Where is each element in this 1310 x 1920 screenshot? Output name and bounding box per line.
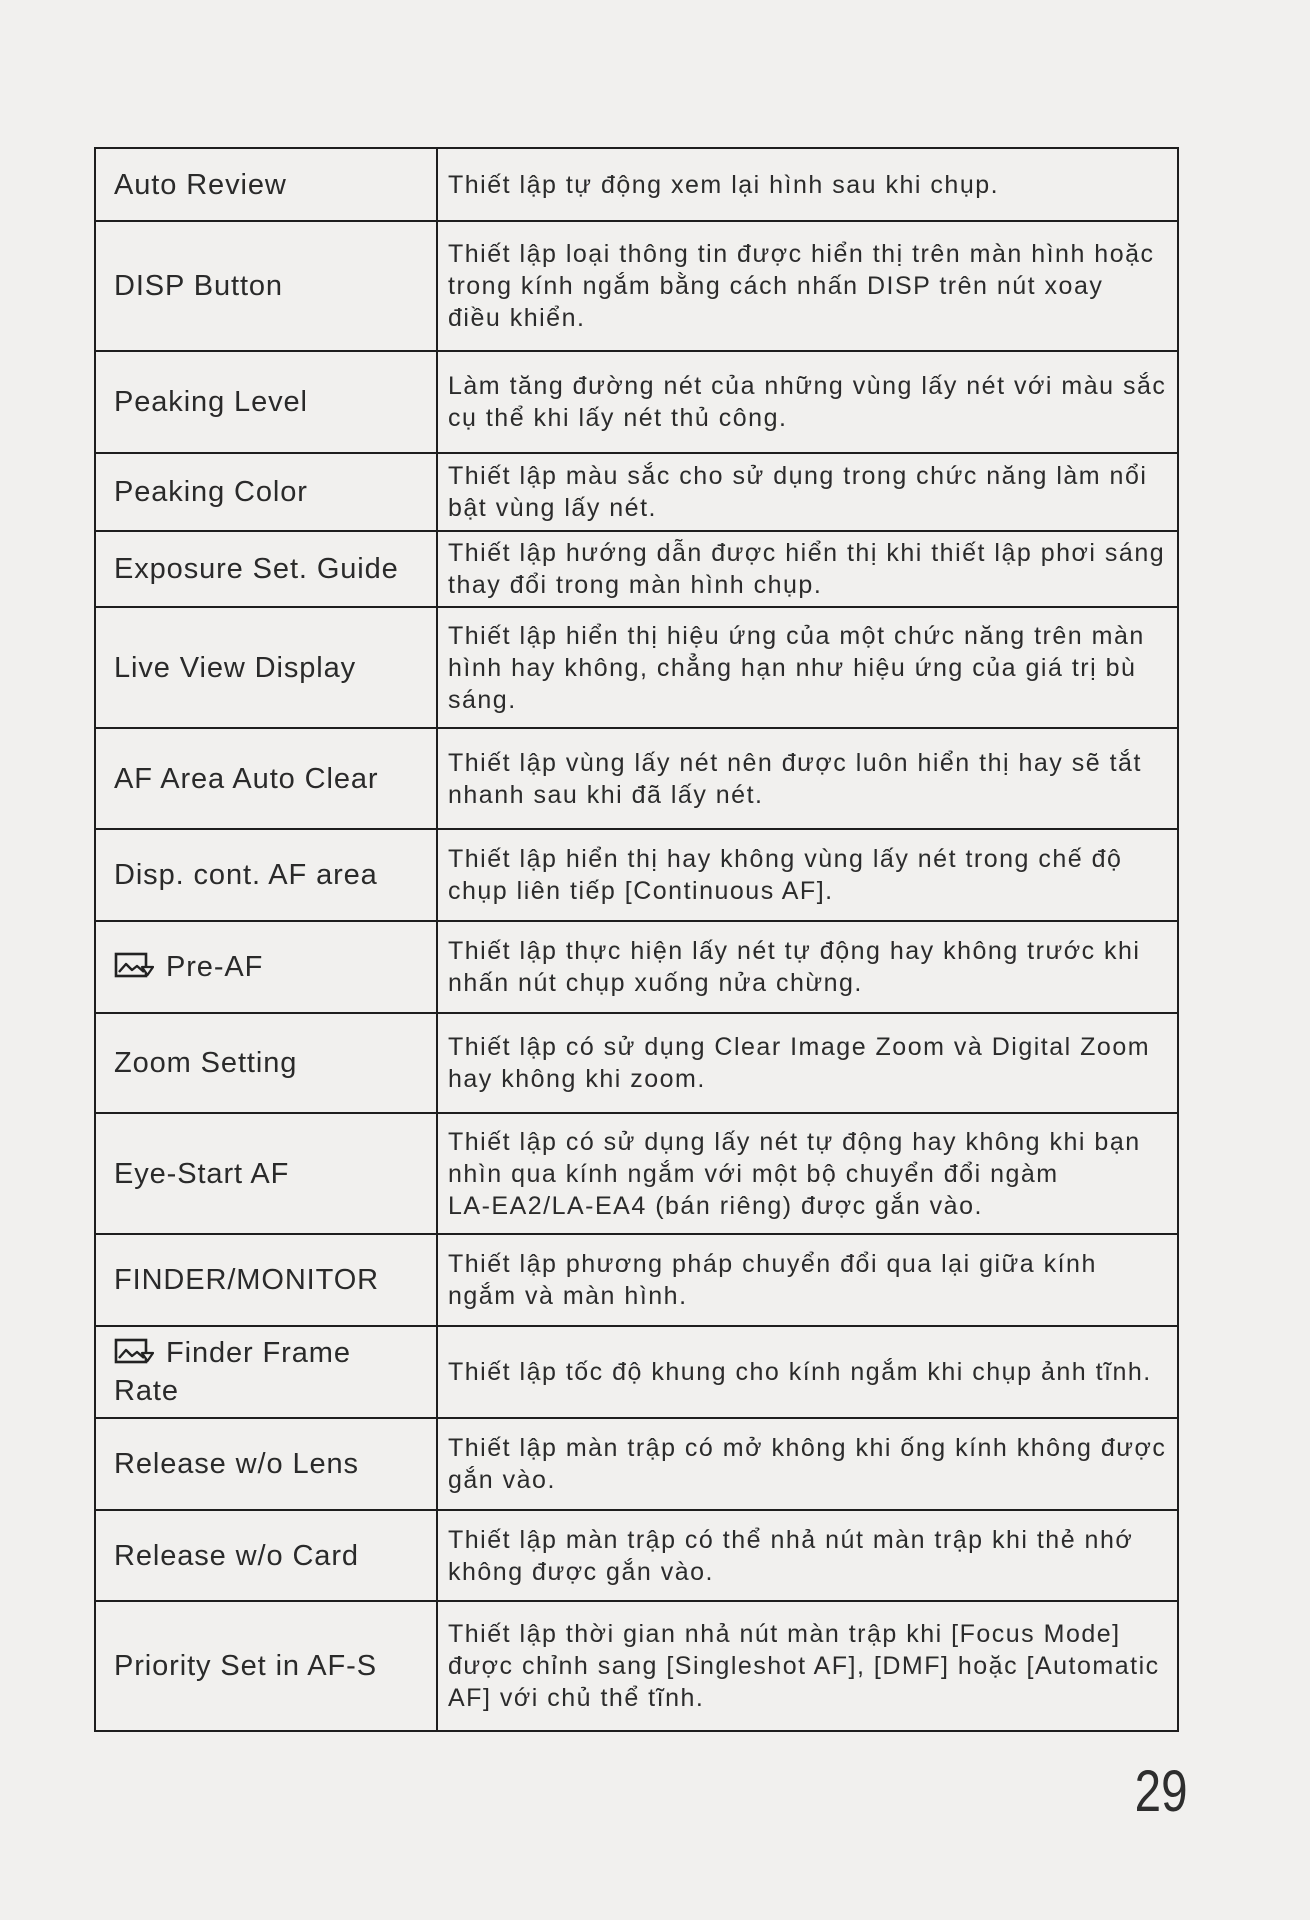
setting-label-pre-af (96, 922, 436, 1012)
setting-label-peaking-color: Peaking Color (96, 454, 436, 530)
setting-desc-release-wo-lens: Thiết lập màn trập có mở không khi ống kính không được gắn vào. (438, 1419, 1177, 1509)
setting-desc-exposure-set-guide: Thiết lập hướng dẫn được hiển thị khi thiết lập phơi sáng thay đổi trong màn hình chụp. (438, 532, 1177, 606)
setting-desc-live-view-display: Thiết lập hiển thị hiệu ứng của một chức năng trên màn hình hay không, chẳng hạn như hiệu ứng của giá trị bù sáng. (438, 608, 1177, 727)
setting-desc-auto-review: Thiết lập tự động xem lại hình sau khi chụp. (438, 149, 1177, 220)
label-wrap (114, 948, 263, 986)
setting-desc-finder-frame-rate: Thiết lập tốc độ khung cho kính ngắm khi chụp ảnh tĩnh. (438, 1327, 1177, 1417)
setting-label-finder-monitor: FINDER/MONITOR (96, 1235, 436, 1325)
setting-label-disp-button: DISP Button (96, 222, 436, 350)
setting-label-auto-review: Auto Review (96, 149, 436, 220)
label-wrap (114, 1334, 376, 1410)
setting-desc-peaking-level: Làm tăng đường nét của những vùng lấy nét với màu sắc cụ thể khi lấy nét thủ công. (438, 352, 1177, 452)
setting-desc-priority-set-in-af-s: Thiết lập thời gian nhả nút màn trập khi [Focus Mode] được chỉnh sang [Singleshot AF], [DMF] hoặc [Automatic AF] với chủ thể tĩnh. (438, 1602, 1177, 1730)
setting-label-live-view-display: Live View Display (96, 608, 436, 727)
setting-label-zoom-setting: Zoom Setting (96, 1014, 436, 1112)
setting-label-text: Pre-AF (166, 951, 264, 983)
setting-label-finder-frame-rate (96, 1327, 436, 1417)
setting-label-priority-set-in-af-s: Priority Set in AF-S (96, 1602, 436, 1730)
setting-label-release-wo-lens: Release w/o Lens (96, 1419, 436, 1509)
setting-desc-pre-af: Thiết lập thực hiện lấy nét tự động hay không trước khi nhấn nút chụp xuống nửa chừng. (438, 922, 1177, 1012)
setting-label-release-wo-card: Release w/o Card (96, 1511, 436, 1600)
setting-label-text: Finder Frame Rate (114, 1337, 351, 1407)
page-number: 29 (1135, 1759, 1188, 1824)
setting-desc-peaking-color: Thiết lập màu sắc cho sử dụng trong chức năng làm nổi bật vùng lấy nét. (438, 454, 1177, 530)
setting-label-peaking-level: Peaking Level (96, 352, 436, 452)
setting-desc-release-wo-card: Thiết lập màn trập có thể nhả nút màn trập khi thẻ nhớ không được gắn vào. (438, 1511, 1177, 1600)
setting-desc-finder-monitor: Thiết lập phương pháp chuyển đổi qua lại giữa kính ngắm và màn hình. (438, 1235, 1177, 1325)
setting-desc-eye-start-af: Thiết lập có sử dụng lấy nét tự động hay không khi bạn nhìn qua kính ngắm với một bộ chuyển đổi ngàm LA-EA2/LA-EA4 (bán riêng) được gắn vào. (438, 1114, 1177, 1233)
still-image-icon (114, 1337, 154, 1367)
setting-label-af-area-auto-clear: AF Area Auto Clear (96, 729, 436, 828)
setting-label-eye-start-af: Eye-Start AF (96, 1114, 436, 1233)
setting-desc-disp-cont-af-area: Thiết lập hiển thị hay không vùng lấy nét trong chế độ chụp liên tiếp [Continuous AF]. (438, 830, 1177, 920)
setting-desc-zoom-setting: Thiết lập có sử dụng Clear Image Zoom và Digital Zoom hay không khi zoom. (438, 1014, 1177, 1112)
setting-label-disp-cont-af-area: Disp. cont. AF area (96, 830, 436, 920)
setting-label-exposure-set-guide: Exposure Set. Guide (96, 532, 436, 606)
settings-table (94, 147, 1179, 1732)
still-image-icon (114, 951, 154, 981)
setting-desc-af-area-auto-clear: Thiết lập vùng lấy nét nên được luôn hiển thị hay sẽ tắt nhanh sau khi đã lấy nét. (438, 729, 1177, 828)
setting-desc-disp-button: Thiết lập loại thông tin được hiển thị trên màn hình hoặc trong kính ngắm bằng cách nhấn DISP trên nút xoay điều khiển. (438, 222, 1177, 350)
